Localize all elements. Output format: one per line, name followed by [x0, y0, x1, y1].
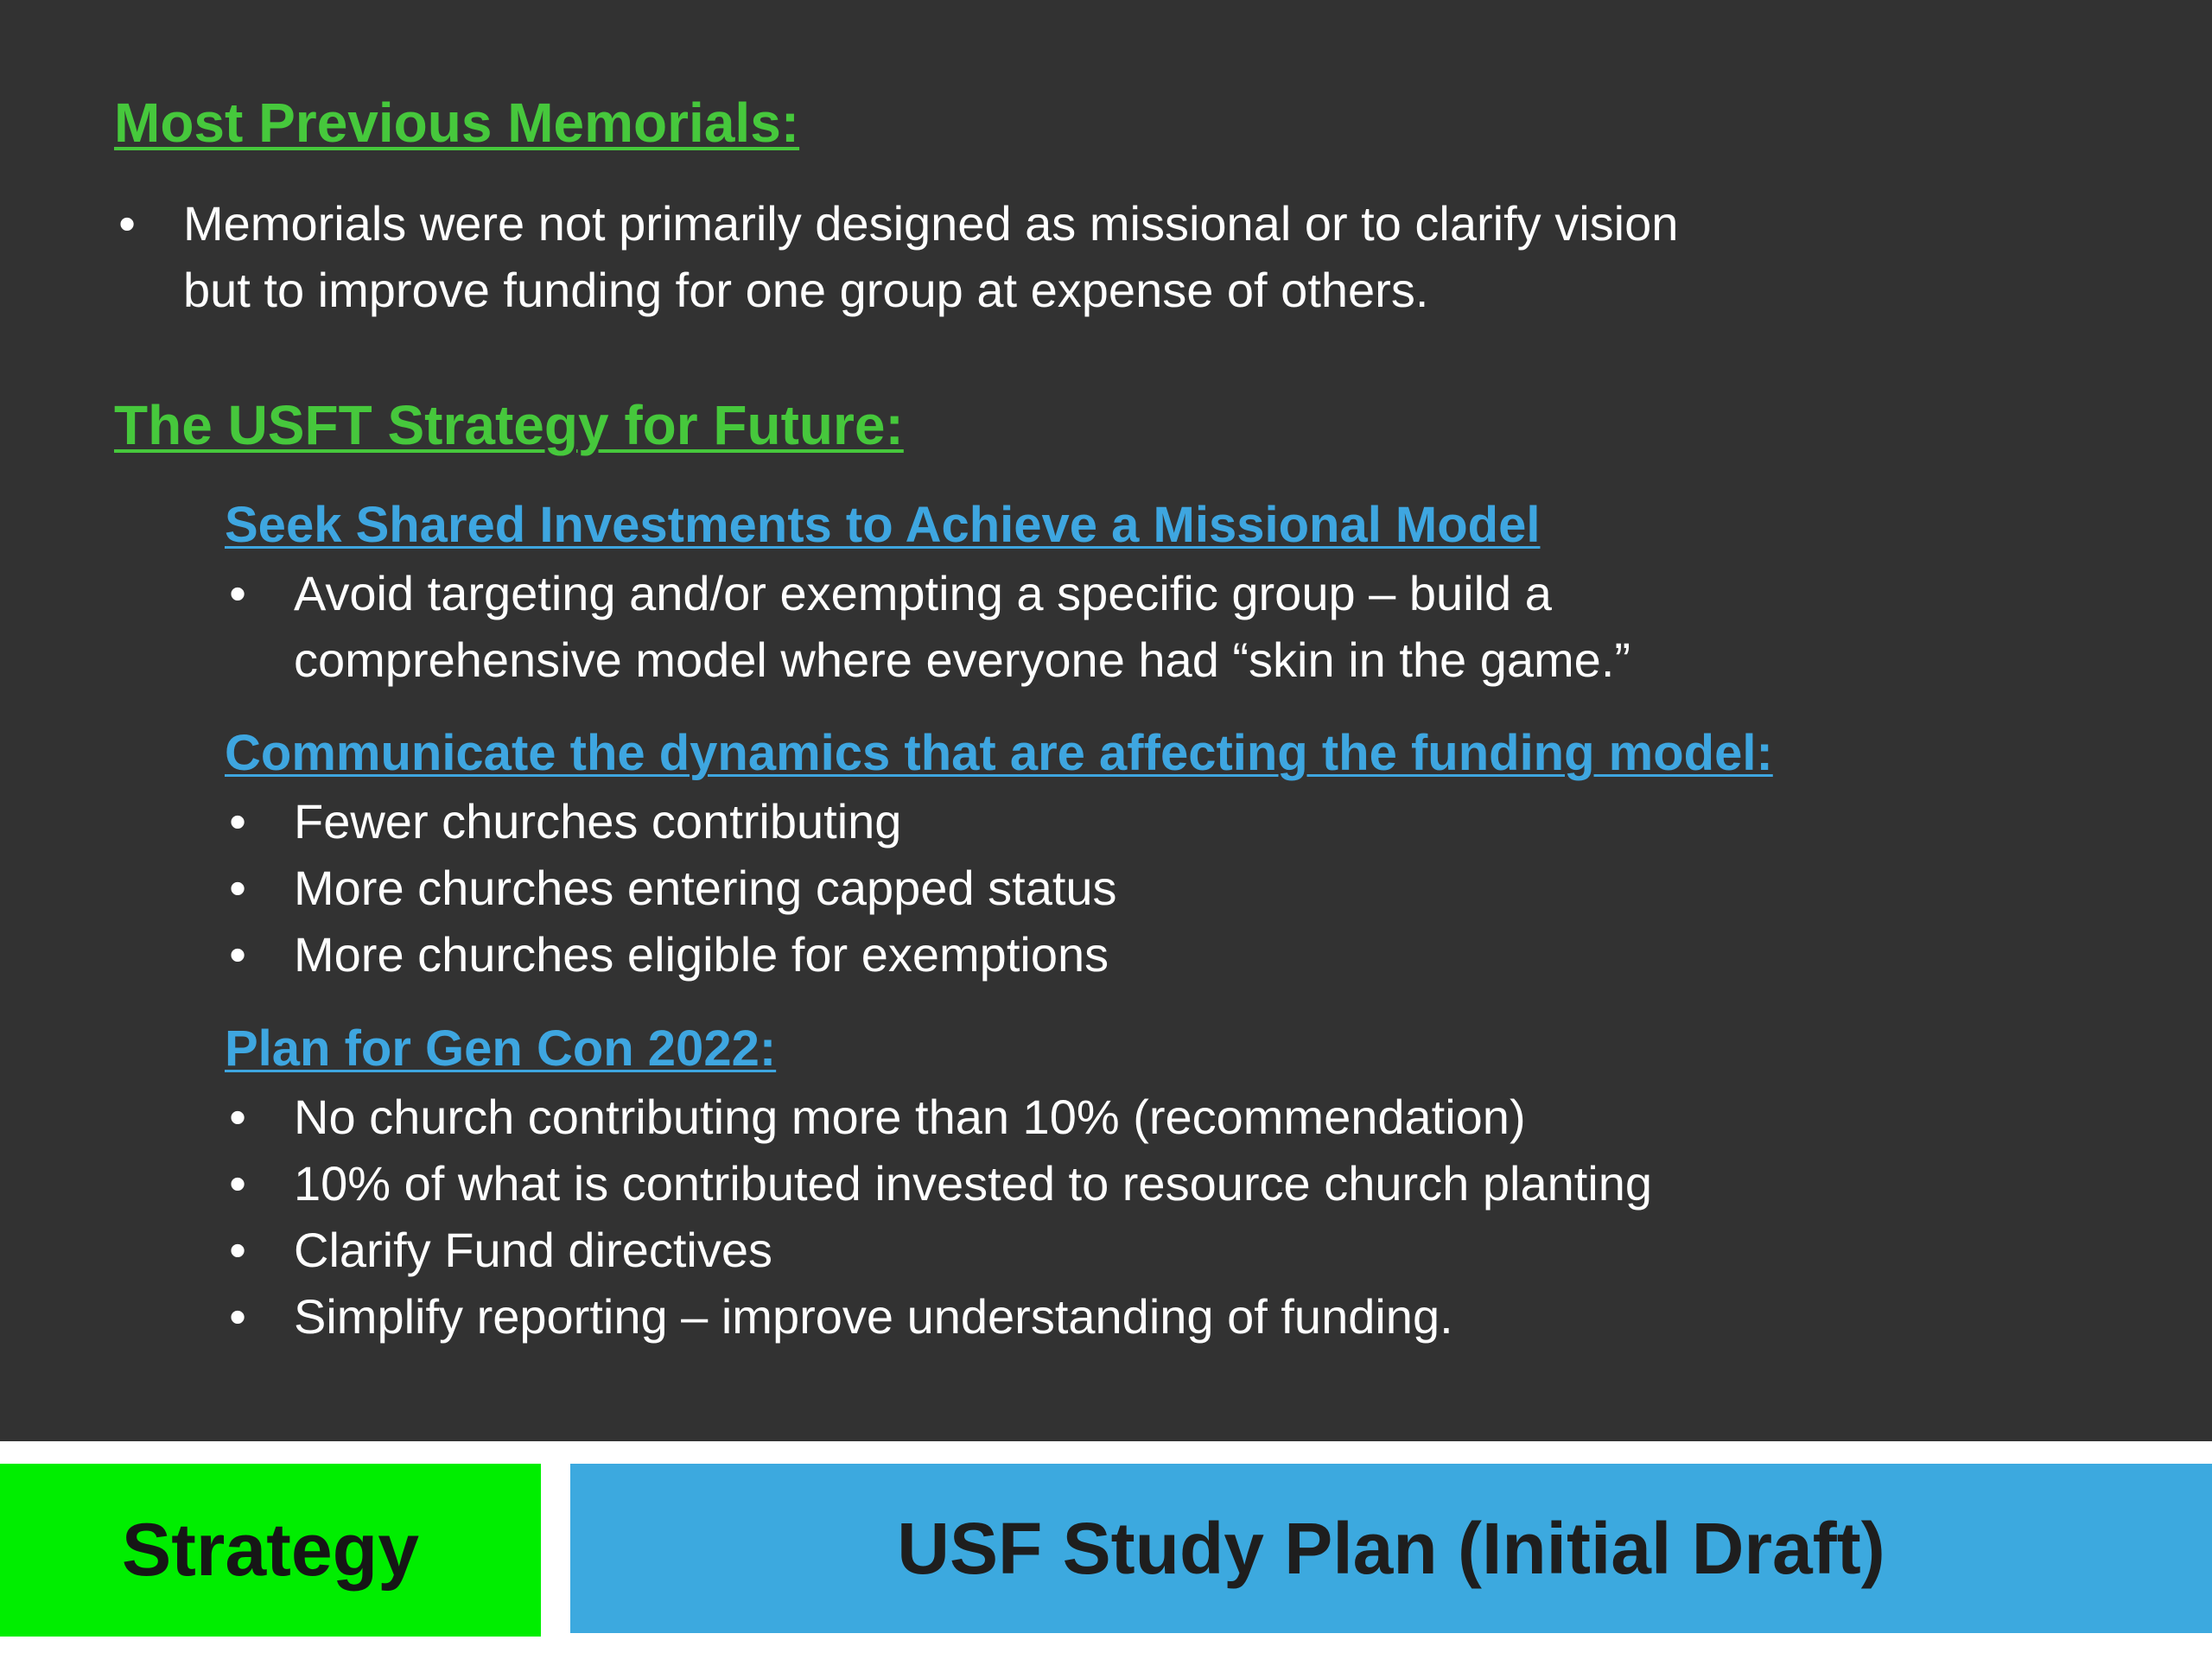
bullet-text: 10% of what is contributed invested to resource church planting: [294, 1156, 1653, 1211]
bullet-icon: •: [229, 794, 246, 849]
bullet-icon: •: [229, 1223, 246, 1277]
list-item: [225, 788, 1866, 855]
shared-investments-bullet-list: [225, 560, 1866, 693]
bullet-icon: •: [229, 1289, 246, 1344]
bullet-icon: •: [118, 196, 136, 251]
bullet-text: More churches eligible for exemptions: [294, 927, 1109, 982]
bullet-text: No church contributing more than 10% (recommendation): [294, 1090, 1526, 1144]
dynamics-bullet-list: [225, 788, 1866, 988]
list-item: [225, 1084, 1866, 1150]
bullet-icon: •: [229, 861, 246, 915]
subheading-shared-investments: Seek Shared Investments to Achieve a Missional Model: [225, 497, 1541, 553]
list-item: [225, 855, 1866, 921]
bullet-text: Clarify Fund directives: [294, 1223, 772, 1277]
bullet-icon: •: [229, 1090, 246, 1144]
bullet-icon: •: [229, 1156, 246, 1211]
subheading-communicate-dynamics: Communicate the dynamics that are affecting the funding model:: [225, 725, 1773, 781]
bullet-text: Avoid targeting and/or exempting a specific group – build a comprehensive model where everyone had “skin in the game.”: [294, 566, 1631, 687]
list-item: [225, 921, 1866, 988]
list-item: [225, 1283, 1866, 1350]
slide-title-bar: [570, 1464, 2212, 1633]
list-item: [225, 1217, 1866, 1283]
list-item: [114, 190, 1756, 323]
list-item: [225, 1150, 1866, 1217]
bullet-text: Fewer churches contributing: [294, 794, 902, 849]
slide-title: USF Study Plan (Initial Draft): [897, 1507, 1885, 1589]
strategy-badge: [0, 1464, 541, 1637]
bullet-text: More churches entering capped status: [294, 861, 1117, 915]
bullet-text: Memorials were not primarily designed as missional or to clarify vision but to improve funding for one group at expense of others.: [183, 196, 1679, 317]
bullet-text: Simplify reporting – improve understanding of funding.: [294, 1289, 1453, 1344]
heading-usft-strategy: The USFT Strategy for Future:: [114, 394, 904, 456]
subheading-plan-gen-con: Plan for Gen Con 2022:: [225, 1020, 777, 1077]
bullet-icon: •: [229, 927, 246, 982]
list-item: [225, 560, 1866, 693]
gen-con-bullet-list: [225, 1084, 1866, 1350]
heading-most-previous-memorials: Most Previous Memorials:: [114, 92, 800, 154]
bullet-icon: •: [229, 566, 246, 620]
memorials-bullet-list: [114, 190, 1756, 323]
strategy-badge-label: Strategy: [121, 1508, 420, 1592]
